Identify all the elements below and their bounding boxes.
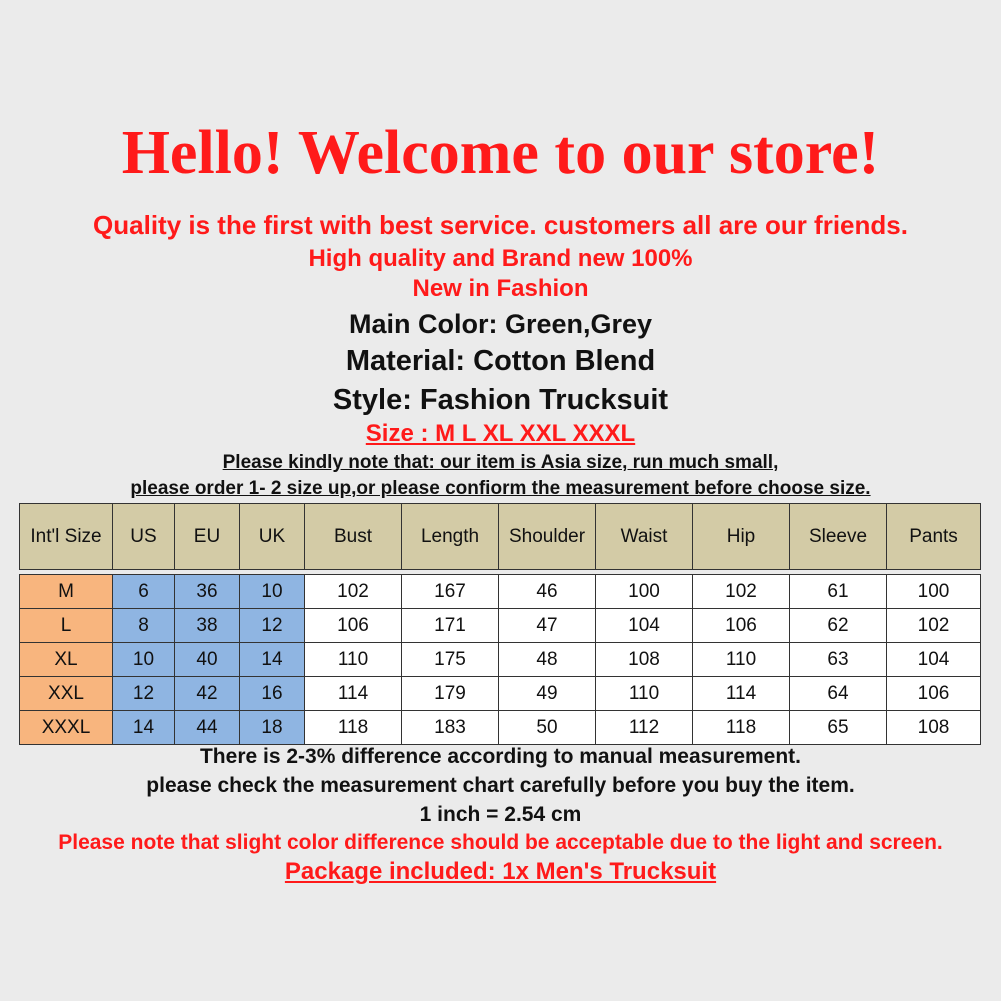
header-waist: Waist: [596, 504, 693, 570]
cell-size: L: [20, 609, 113, 643]
cell-us: 8: [113, 609, 175, 643]
header-sleeve: Sleeve: [790, 504, 887, 570]
table-row: [20, 575, 981, 609]
table-row: [20, 643, 981, 677]
cell-hip: 110: [693, 643, 790, 677]
cell-uk: 12: [240, 609, 305, 643]
table-row: [20, 677, 981, 711]
cell-pants: 104: [887, 643, 981, 677]
cell-uk: 14: [240, 643, 305, 677]
header-pants: Pants: [887, 504, 981, 570]
cell-uk: 16: [240, 677, 305, 711]
cell-us: 14: [113, 711, 175, 745]
cell-us: 6: [113, 575, 175, 609]
cell-bust: 102: [305, 575, 402, 609]
cell-bust: 110: [305, 643, 402, 677]
header-shoulder: Shoulder: [499, 504, 596, 570]
cell-waist: 110: [596, 677, 693, 711]
cell-size: XXL: [20, 677, 113, 711]
cell-pants: 106: [887, 677, 981, 711]
table-row: [20, 711, 981, 745]
cell-waist: 112: [596, 711, 693, 745]
cell-sleeve: 61: [790, 575, 887, 609]
cell-eu: 42: [175, 677, 240, 711]
cell-uk: 18: [240, 711, 305, 745]
quality-line: Quality is the first with best service. customers all are our friends.: [93, 210, 908, 240]
difference-line: There is 2-3% difference according to manual measurement.: [199, 745, 802, 768]
cell-bust: 114: [305, 677, 402, 711]
cell-sleeve: 63: [790, 643, 887, 677]
header-hip: Hip: [693, 504, 790, 570]
cell-sleeve: 64: [790, 677, 887, 711]
fashion-line: New in Fashion: [412, 275, 589, 302]
check-line: please check the measurement chart carefully before you buy the item.: [146, 774, 855, 797]
cell-length: 179: [402, 677, 499, 711]
cell-length: 171: [402, 609, 499, 643]
cell-shoulder: 49: [499, 677, 596, 711]
header-us: US: [113, 504, 175, 570]
cell-sleeve: 65: [790, 711, 887, 745]
cell-eu: 44: [175, 711, 240, 745]
cell-shoulder: 46: [499, 575, 596, 609]
header-uk: UK: [240, 504, 305, 570]
cell-length: 167: [402, 575, 499, 609]
note-line-1: Please kindly note that: our item is Asia size, run much small,: [222, 452, 779, 473]
cell-pants: 102: [887, 609, 981, 643]
table-row: [20, 609, 981, 643]
color-note-line: Please note that slight color difference should be acceptable due to the light and screen.: [58, 831, 943, 854]
brand-line: High quality and Brand new 100%: [308, 245, 693, 272]
cell-waist: 108: [596, 643, 693, 677]
package-line: Package included: 1x Men's Trucksuit: [284, 858, 717, 885]
cell-hip: 114: [693, 677, 790, 711]
cell-shoulder: 47: [499, 609, 596, 643]
cell-hip: 102: [693, 575, 790, 609]
main-color-line: Main Color: Green,Grey: [348, 309, 653, 339]
size-chart-table: [19, 503, 981, 745]
table-header-row: [20, 504, 981, 570]
cell-pants: 100: [887, 575, 981, 609]
cell-bust: 118: [305, 711, 402, 745]
size-line: Size : M L XL XXL XXXL: [365, 420, 636, 447]
cell-size: XL: [20, 643, 113, 677]
style-line: Style: Fashion Trucksuit: [332, 384, 669, 416]
cell-shoulder: 48: [499, 643, 596, 677]
cell-pants: 108: [887, 711, 981, 745]
cell-hip: 118: [693, 711, 790, 745]
cell-eu: 36: [175, 575, 240, 609]
cell-sleeve: 62: [790, 609, 887, 643]
cell-size: M: [20, 575, 113, 609]
welcome-title: Hello! Welcome to our store!: [121, 119, 880, 187]
header-length: Length: [402, 504, 499, 570]
cell-waist: 104: [596, 609, 693, 643]
cell-bust: 106: [305, 609, 402, 643]
cell-length: 175: [402, 643, 499, 677]
header-bust: Bust: [305, 504, 402, 570]
cell-waist: 100: [596, 575, 693, 609]
note-line-2: please order 1- 2 size up,or please confiorm the measurement before choose size.: [130, 478, 871, 499]
cell-length: 183: [402, 711, 499, 745]
material-line: Material: Cotton Blend: [345, 345, 656, 377]
cell-us: 10: [113, 643, 175, 677]
header-intl-size: Int'l Size: [20, 504, 113, 570]
cell-eu: 40: [175, 643, 240, 677]
cell-size: XXXL: [20, 711, 113, 745]
cell-hip: 106: [693, 609, 790, 643]
cell-shoulder: 50: [499, 711, 596, 745]
header-eu: EU: [175, 504, 240, 570]
cell-uk: 10: [240, 575, 305, 609]
inch-line: 1 inch = 2.54 cm: [419, 803, 582, 826]
cell-eu: 38: [175, 609, 240, 643]
cell-us: 12: [113, 677, 175, 711]
